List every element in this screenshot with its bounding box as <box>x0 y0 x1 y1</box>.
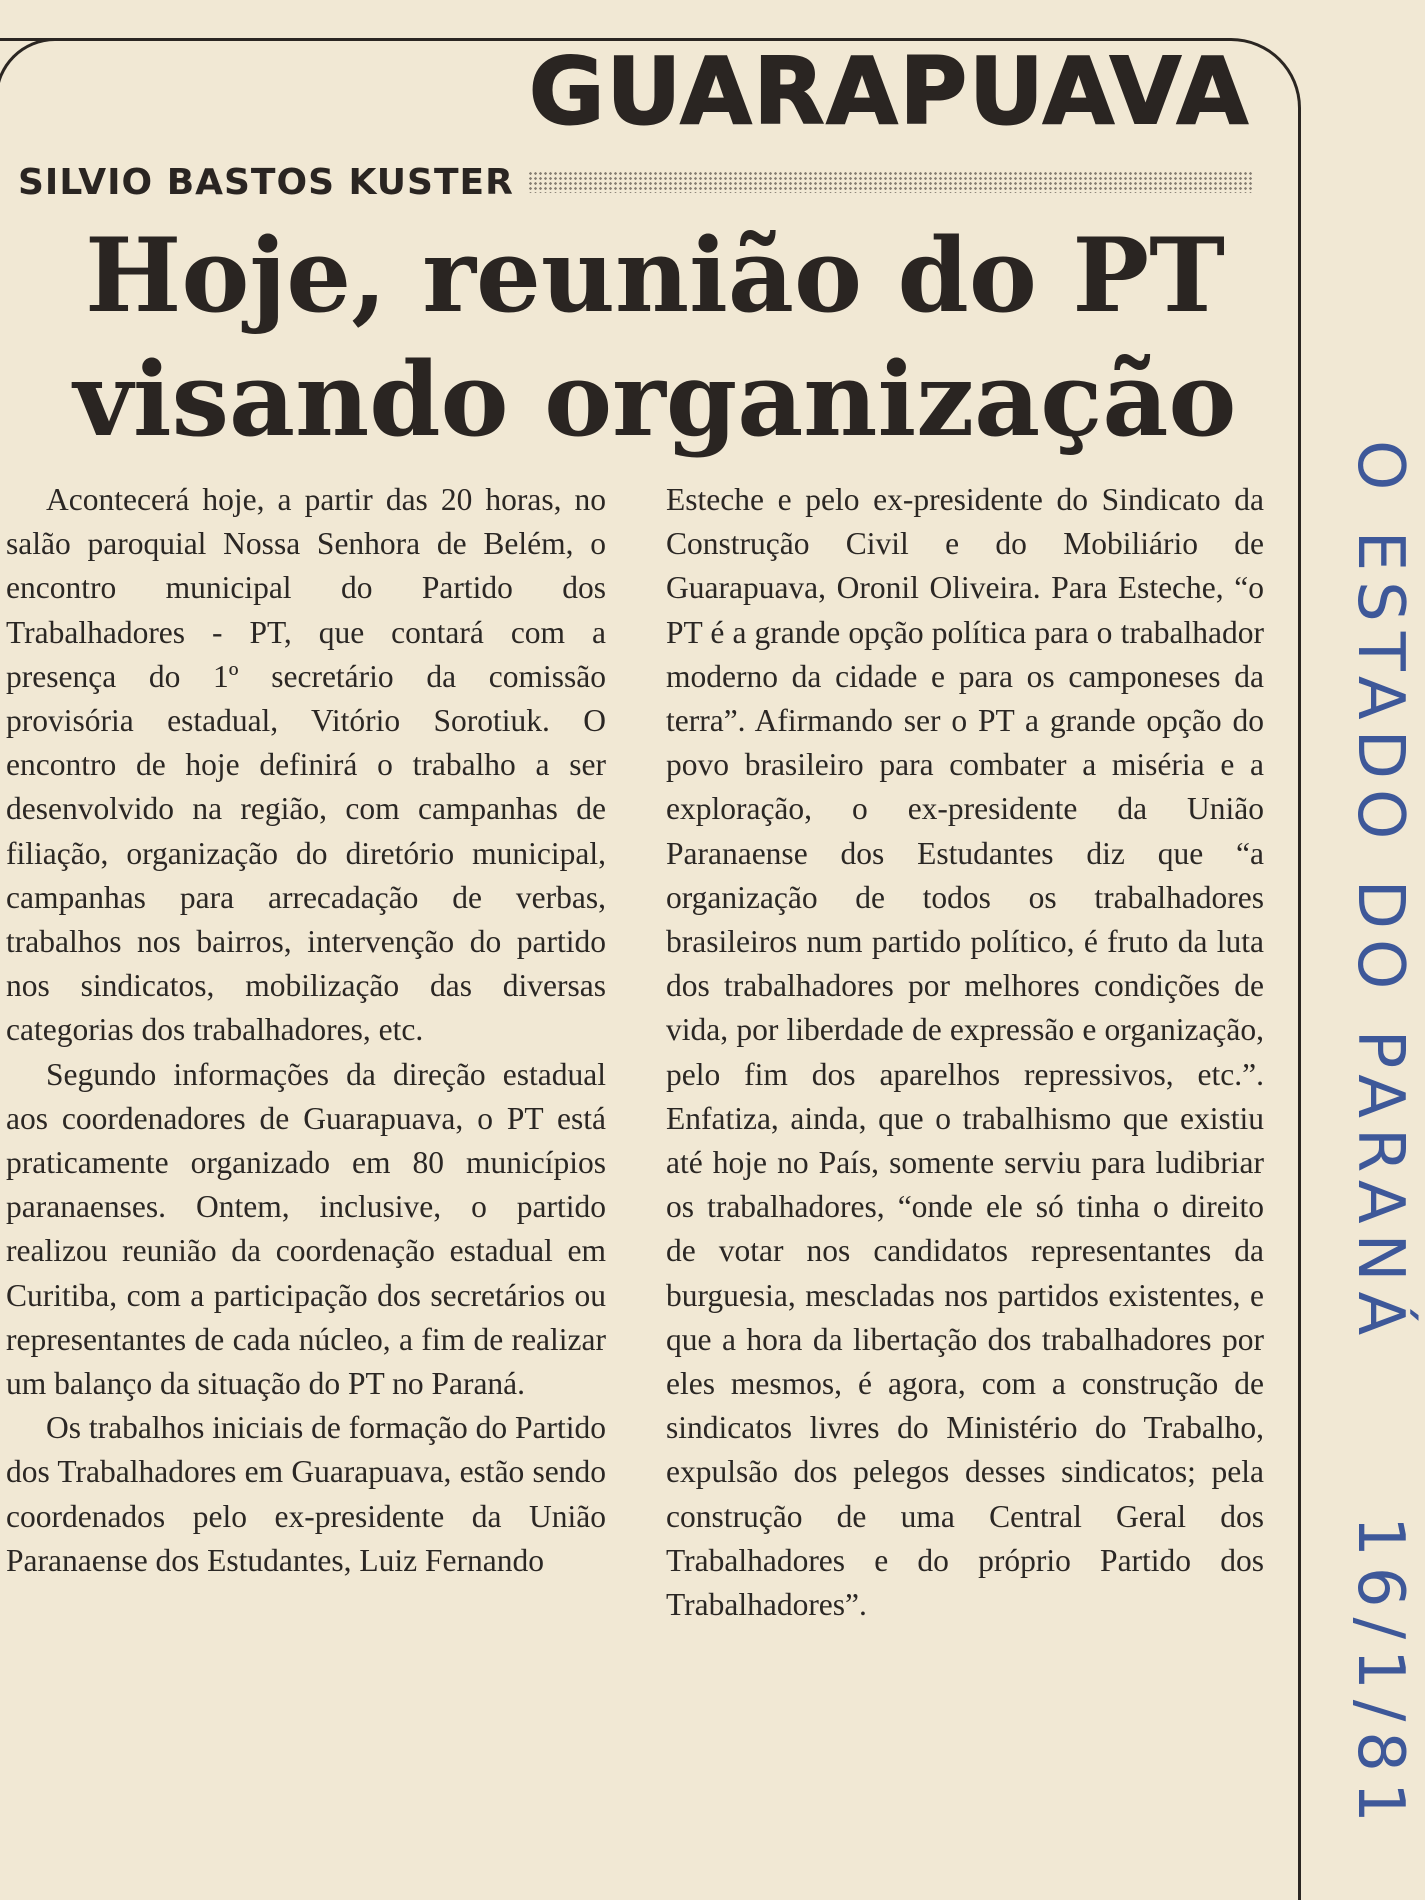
paragraph: Os trabalhos iniciais de formação do Partido dos Trabalhadores em Guarapuava, estão sendo coordenados pelo ex-presidente da União Paranaense dos Estudantes, Luiz Fernando <box>6 1410 606 1578</box>
handwritten-annotation <box>1340 440 1420 1833</box>
byline-rule <box>528 171 1253 193</box>
byline-row <box>18 160 1253 204</box>
headline <box>60 214 1250 462</box>
headline-line-1: Hoje, reunião do PT <box>84 216 1226 336</box>
handwritten-date: 16/1/81 <box>1343 1515 1417 1833</box>
article-column-left <box>6 478 606 1583</box>
paragraph: Esteche e pelo ex-presidente do Sindicato da Construção Civil e do Mobiliário de Guarapuava, Oronil Oliveira. Para Esteche, “o PT é a grande opção política para o trabalhador moderno da cidade e para os camponeses da terra”. Afirmando ser o PT a grande opção do povo brasileiro para combater a miséria e a exploração, o ex-presidente da União Paranaense dos Estudantes diz que “a organização de todos os trabalhadores brasileiros num partido político, é fruto da luta dos trabalhadores por melhores condições de vida, por liberdade de expressão e organização, pelo fim dos aparelhos repressivos, etc.”. Enfatiza, ainda, que o trabalhismo que existiu até hoje no País, somente serviu para ludibriar os trabalhadores, “onde ele só tinha o direito de votar nos candidatos representantes da burguesia, mescladas nos partidos existentes, e que a hora da libertação dos trabalhadores por eles mesmos, é agora, com a construção de sindicatos livres do Ministério do Trabalho, expulsão dos pelegos desses sindicatos; pela construção de uma Central Geral dos Trabalhadores e do próprio Partido dos Trabalhadores”. <box>666 482 1264 1623</box>
paragraph: Segundo informações da direção estadual aos coordenadores de Guarapuava, o PT está praticamente organizado em 80 municípios paranaenses. Ontem, inclusive, o partido realizou reunião da coordenação estadual em Curitiba, com a participação dos secretários ou representantes de cada núcleo, a fim de realizar um balanço da situação do PT no Paraná. <box>6 1056 606 1402</box>
byline: SILVIO BASTOS KUSTER <box>18 161 514 203</box>
headline-line-2: visando organização <box>73 340 1237 460</box>
article-column-right <box>666 478 1264 1627</box>
handwritten-source: O ESTADO DO PARANÁ <box>1343 440 1417 1346</box>
section-title: GUARAPUAVA <box>528 38 1250 145</box>
paragraph: Acontecerá hoje, a partir das 20 horas, no salão paroquial Nossa Senhora de Belém, o encontro municipal do Partido dos Trabalhadores - PT, que contará com a presença do 1º secretário da comissão provisória estadual, Vitório Sorotiuk. O encontro de hoje definirá o trabalho a ser desenvolvido na região, com campanhas de filiação, organização do diretório municipal, campanhas para arrecadação de verbas, trabalhos nos bairros, intervenção do partido nos sindicatos, mobilização das diversas categorias dos trabalhadores, etc. <box>6 482 606 1048</box>
